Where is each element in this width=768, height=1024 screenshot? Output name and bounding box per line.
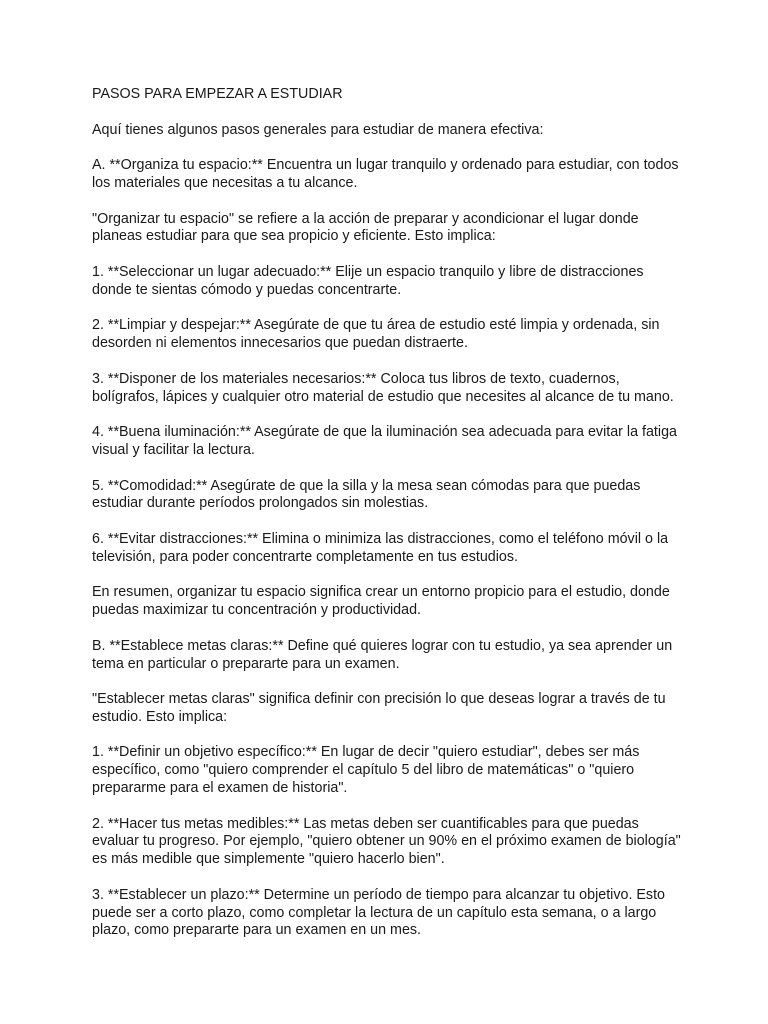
- document-page: [92, 86, 682, 958]
- goals-item-1: 1. **Definir un objetivo específico:** En lugar de decir "quiero estudiar", debes ser más específico, como "quiero comprender el capítulo 5 del libro de matemáticas" o "quiero prepararme para el examen de historia".: [92, 744, 640, 797]
- organize-item-5: 5. **Comodidad:** Asegúrate de que la silla y la mesa sean cómodas para que puedas estudiar durante períodos prolongados sin molestias.: [92, 477, 641, 512]
- step-b-paragraph: B. **Establece metas claras:** Define qué quieres lograr con tu estudio, ya sea aprender un tema en particular o prepararte para un examen.: [92, 637, 673, 672]
- organize-item-3: 3. **Disponer de los materiales necesarios:** Coloca tus libros de texto, cuadernos, bolígrafos, lápices y cualquier otro material de estudio que necesites al alcance de tu mano.: [92, 370, 674, 405]
- organize-item-2: 2. **Limpiar y despejar:** Asegúrate de que tu área de estudio esté limpia y ordenada, sin desorden ni elementos innecesarios que puedan distraerte.: [92, 317, 660, 352]
- organize-summary: En resumen, organizar tu espacio significa crear un entorno propicio para el estudio, donde puedas maximizar tu concentración y productividad.: [92, 584, 670, 619]
- goals-item-3: 3. **Establecer un plazo:** Determine un período de tiempo para alcanzar tu objetivo. Esto puede ser a corto plazo, como completar la lectura de un capítulo esta semana, o a largo plazo, como prepararte para un examen en un mes.: [92, 886, 666, 939]
- organize-item-6: 6. **Evitar distracciones:** Elimina o minimiza las distracciones, como el teléfono móvil o la televisión, para poder concentrarte completamente en tus estudios.: [92, 530, 669, 565]
- step-a-paragraph: A. **Organiza tu espacio:** Encuentra un lugar tranquilo y ordenado para estudiar, con todos los materiales que necesitas a tu alcance.: [92, 157, 679, 191]
- intro-paragraph: Aquí tienes algunos pasos generales para estudiar de manera efectiva:: [92, 121, 544, 138]
- document-title: PASOS PARA EMPEZAR A ESTUDIAR: [92, 86, 343, 102]
- organize-item-4: 4. **Buena iluminación:** Asegúrate de que la iluminación sea adecuada para evitar la fatiga visual y facilitar la lectura.: [92, 424, 677, 458]
- goals-item-2: 2. **Hacer tus metas medibles:** Las metas deben ser cuantificables para que puedas evaluar tu progreso. Por ejemplo, "quiero obtener un 90% en el próximo examen de biología" es más medible que simplemente "quiero hacerlo bien".: [92, 815, 681, 868]
- organize-space-explanation: "Organizar tu espacio" se refiere a la acción de preparar y acondicionar el lugar donde planeas estudiar para que sea propicio y eficiente. Esto implica:: [92, 210, 639, 245]
- organize-item-1: 1. **Seleccionar un lugar adecuado:** Elije un espacio tranquilo y libre de distracciones donde te sientas cómodo y puedas concentrarte.: [92, 263, 644, 298]
- goals-explanation: "Establecer metas claras" significa definir con precisión lo que deseas lograr a través de tu estudio. Esto implica:: [92, 691, 666, 725]
